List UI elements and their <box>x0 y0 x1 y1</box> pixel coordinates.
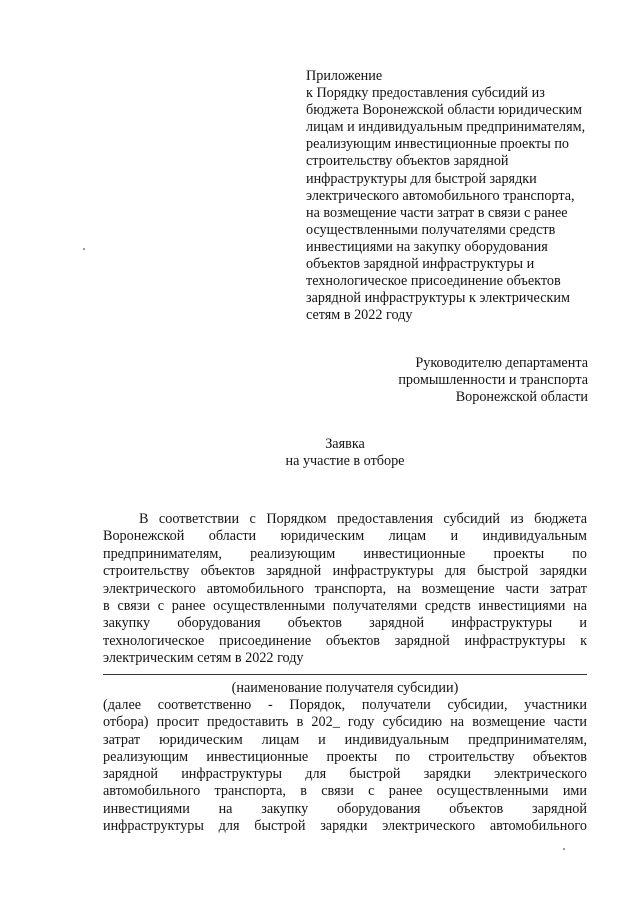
appendix-line: реализующим инвестиционные проекты по <box>306 136 570 153</box>
paragraph-line: строительству объектов зарядной инфраструктуры для быстрой зарядки <box>103 563 587 580</box>
scan-speck <box>83 248 85 250</box>
appendix-line: инвестициями на закупку оборудования <box>306 238 548 255</box>
appendix-header <box>306 68 606 324</box>
paragraph-main <box>103 511 587 668</box>
paragraph-line: инфраструктуры для быстрой зарядки электрического автомобильного <box>103 818 587 835</box>
paragraph-line: реализующим инвестиционные проекты по строительству объектов <box>103 748 587 765</box>
appendix-line: бюджета Воронежской области юридическим <box>306 102 582 119</box>
application-subtitle: на участие в отборе <box>285 453 405 470</box>
paragraph-line: В соответствии с Порядком предоставления субсидий из бюджета <box>139 511 587 527</box>
recipient-caption: (наименование получателя субсидии) <box>231 680 459 696</box>
paragraph-continued <box>103 697 587 835</box>
addressee-line: Воронежской области <box>455 389 588 406</box>
addressee-line: промышленности и транспорта <box>398 372 588 389</box>
addressee-block <box>398 355 588 407</box>
application-title: Заявка <box>325 436 365 452</box>
appendix-line: строительству объектов зарядной <box>306 153 509 170</box>
recipient-name-line <box>103 674 587 675</box>
paragraph-line: Воронежской области юридическим лицам и индивидуальным <box>103 528 587 545</box>
paragraph-line: затрат юридическим лицам и индивидуальным предпринимателям, <box>103 731 587 748</box>
paragraph-line: (далее соответственно - Порядок, получатели субсидии, участники <box>103 697 587 713</box>
appendix-line: технологическое присоединение объектов <box>306 273 561 290</box>
appendix-line: осуществленными получателями средств <box>306 221 556 238</box>
addressee-line: Руководителю департамента <box>415 355 588 371</box>
paragraph-line: закупку оборудования объектов зарядной инфраструктуры и <box>103 615 587 632</box>
paragraph-line: инвестициями на закупку оборудования объектов зарядной <box>103 800 587 817</box>
appendix-line: объектов зарядной инфраструктуры и <box>306 256 535 273</box>
appendix-line: на возмещение части затрат в связи с ранее <box>306 204 568 221</box>
appendix-line: зарядной инфраструктуры к электрическим <box>306 290 570 307</box>
paragraph-line: в связи с ранее осуществленными получателями средств инвестициями на <box>103 597 587 614</box>
appendix-line: лицам и индивидуальным предпринимателям, <box>306 119 586 136</box>
scan-speck <box>563 848 565 850</box>
appendix-line: сетям в 2022 году <box>306 307 413 324</box>
appendix-line: электрического автомобильного транспорта, <box>306 187 575 204</box>
paragraph-line: предпринимателям, реализующим инвестиционные проекты по <box>103 545 587 562</box>
paragraph-line: технологическое присоединение объектов зарядной инфраструктуры к <box>103 632 587 649</box>
application-heading <box>0 436 640 470</box>
paragraph-line: отбора) просит предоставить в 202_ году субсидию на возмещение части <box>103 714 587 731</box>
appendix-line: к Порядку предоставления субсидий из <box>306 85 545 102</box>
paragraph-line: зарядной инфраструктуры для быстрой зарядки электрического <box>103 766 587 783</box>
paragraph-line: электрическим сетям в 2022 году <box>103 650 304 667</box>
paragraph-line: автомобильного транспорта, в связи с ранее осуществленными ими <box>103 783 587 800</box>
paragraph-line: электрического автомобильного транспорта, на возмещение части затрат <box>103 580 587 597</box>
appendix-line: инфраструктуры для быстрой зарядки <box>306 170 537 187</box>
appendix-line: Приложение <box>306 68 383 84</box>
